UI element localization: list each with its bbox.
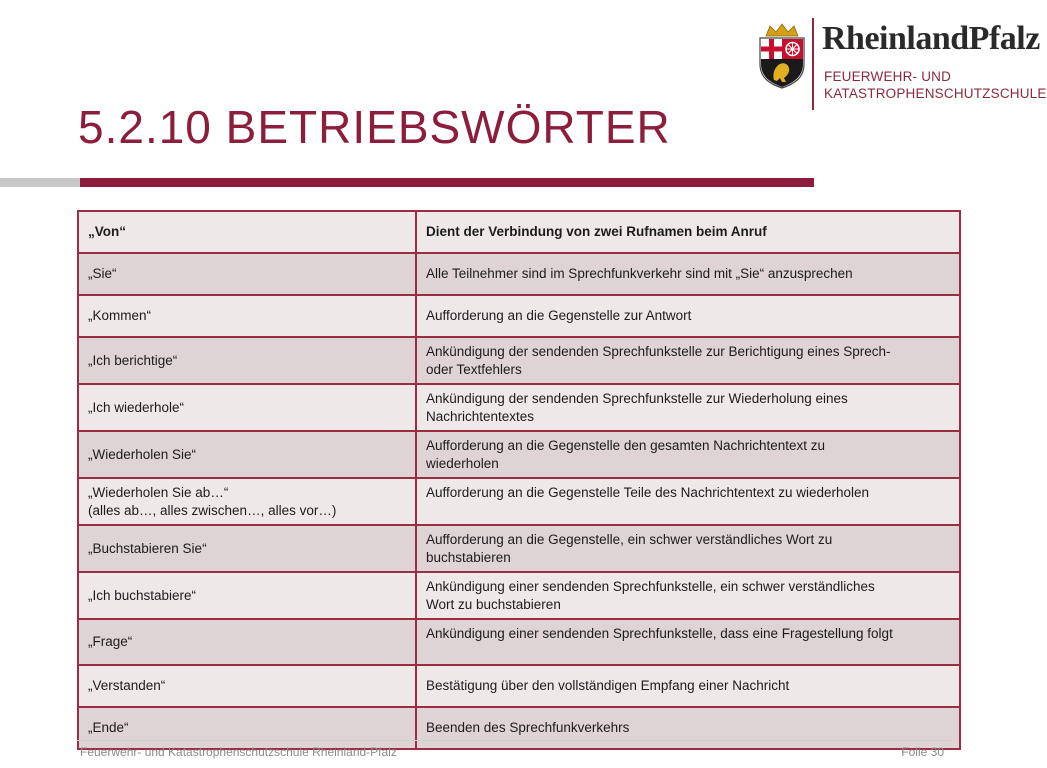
term-cell xyxy=(78,478,416,525)
term-line: „Wiederholen Sie ab…“ xyxy=(88,485,229,500)
term-line: (alles ab…, alles zwischen…, alles vor…) xyxy=(88,503,337,518)
definition-line: Aufforderung an die Gegenstelle, ein schwer verständliches Wort zu xyxy=(426,532,833,547)
definition-line: Nachrichtentextes xyxy=(426,409,535,424)
definition-line: wiederholen xyxy=(426,456,499,471)
definition-line: Ankündigung der sendenden Sprechfunkstelle zur Berichtigung eines Sprech- xyxy=(426,344,891,359)
page-title: 5.2.10 BETRIEBSWÖRTER xyxy=(78,101,671,153)
definition-cell: Bestätigung über den vollständigen Empfang einer Nachricht xyxy=(416,665,960,707)
definition-line: Ankündigung der sendenden Sprechfunkstelle zur Wiederholung eines xyxy=(426,391,848,406)
definition-cell xyxy=(416,525,960,572)
definition-line: Ankündigung einer sendenden Sprechfunkstelle, ein schwer verständliches xyxy=(426,579,875,594)
definition-cell xyxy=(416,384,960,431)
table-row xyxy=(78,431,960,478)
term-cell: „Ende“ xyxy=(78,707,416,749)
definition-cell xyxy=(416,337,960,384)
definition-line: buchstabieren xyxy=(426,550,511,565)
table-row xyxy=(78,295,960,337)
term-cell: „Kommen“ xyxy=(78,295,416,337)
table-row xyxy=(78,478,960,525)
table-row xyxy=(78,253,960,295)
logo-subtitle-line1: FEUERWEHR- UND xyxy=(824,69,952,84)
definition-cell: Aufforderung an die Gegenstelle Teile des Nachrichtentext zu wiederholen xyxy=(416,478,960,525)
term-cell: „Sie“ xyxy=(78,253,416,295)
table-row xyxy=(78,572,960,619)
logo-subtitle xyxy=(824,68,1047,102)
table-row xyxy=(78,337,960,384)
term-cell: „Verstanden“ xyxy=(78,665,416,707)
table-row xyxy=(78,384,960,431)
term-cell: „Frage“ xyxy=(78,619,416,665)
footer-text: Feuerwehr- und Katastrophenschutzschule Rheinland-Pfalz xyxy=(80,745,397,759)
coat-of-arms-icon xyxy=(756,24,808,88)
definition-line: Aufforderung an die Gegenstelle den gesamten Nachrichtentext zu xyxy=(426,438,826,453)
slide-number: Folie 30 xyxy=(901,745,944,759)
term-cell: „Ich wiederhole“ xyxy=(78,384,416,431)
definition-line: oder Textfehlers xyxy=(426,362,522,377)
definition-cell: Aufforderung an die Gegenstelle zur Antwort xyxy=(416,295,960,337)
logo xyxy=(756,18,1047,110)
logo-divider xyxy=(812,18,814,110)
table-row xyxy=(78,525,960,572)
term-cell: „Von“ xyxy=(78,211,416,253)
definition-cell xyxy=(416,431,960,478)
table-row xyxy=(78,619,960,665)
term-cell: „Wiederholen Sie“ xyxy=(78,431,416,478)
term-cell: „Ich berichtige“ xyxy=(78,337,416,384)
table-row xyxy=(78,707,960,749)
title-bar-gray xyxy=(0,178,80,187)
term-cell: „Buchstabieren Sie“ xyxy=(78,525,416,572)
logo-name: RheinlandPfalz xyxy=(822,20,1040,57)
term-cell: „Ich buchstabiere“ xyxy=(78,572,416,619)
table-row xyxy=(78,211,960,253)
definition-cell: Ankündigung einer sendenden Sprechfunkstelle, dass eine Fragestellung folgt xyxy=(416,619,960,665)
betriebswoerter-table xyxy=(77,210,961,750)
table-row xyxy=(78,665,960,707)
footer-divider xyxy=(76,740,952,741)
definition-cell: Beenden des Sprechfunkverkehrs xyxy=(416,707,960,749)
definition-cell: Dient der Verbindung von zwei Rufnamen beim Anruf xyxy=(416,211,960,253)
title-bar-accent xyxy=(80,178,814,187)
logo-subtitle-line2: KATASTROPHENSCHUTZSCHULE xyxy=(824,86,1047,101)
definition-cell xyxy=(416,572,960,619)
definition-cell: Alle Teilnehmer sind im Sprechfunkverkehr sind mit „Sie“ anzusprechen xyxy=(416,253,960,295)
definition-line: Wort zu buchstabieren xyxy=(426,597,561,612)
